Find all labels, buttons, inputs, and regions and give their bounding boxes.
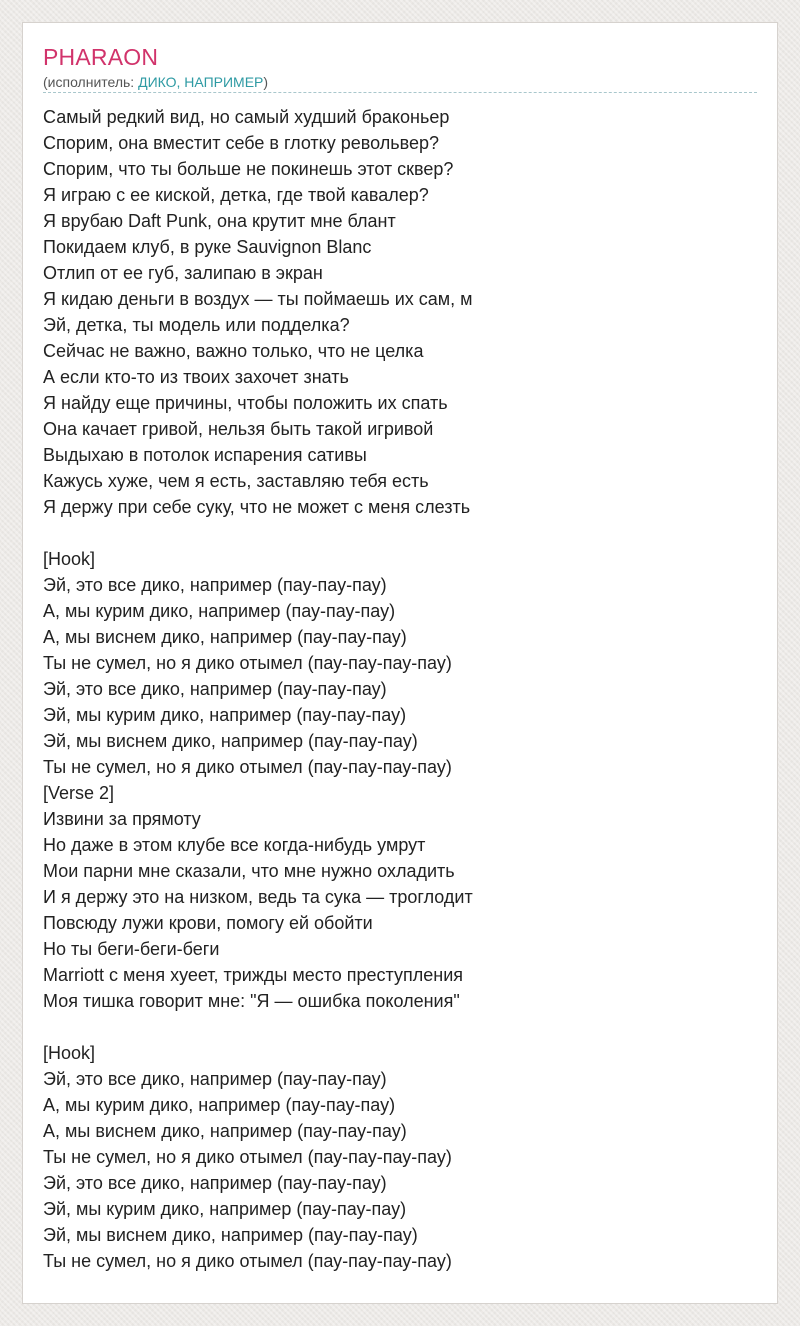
lyric-line: Сейчас не важно, важно только, что не целка (43, 341, 424, 361)
lyric-line: Ты не сумел, но я дико отымел (пау-пау-пау-пау) (43, 1251, 452, 1271)
lyric-line: Я держу при себе суку, что не может с меня слезть (43, 497, 471, 517)
lyric-line: Покидаем клуб, в руке Sauvignon Blanc (43, 237, 372, 257)
lyric-line: А, мы виснем дико, например (пау-пау-пау) (43, 1121, 407, 1141)
lyric-line: Извини за прямоту (43, 809, 201, 829)
lyric-line: Эй, мы виснем дико, например (пау-пау-пау) (43, 1225, 418, 1245)
lyric-line: Спорим, что ты больше не покинешь этот сквер? (43, 159, 454, 179)
lyric-line: Эй, это все дико, например (пау-пау-пау) (43, 1069, 387, 1089)
lyric-line: А, мы курим дико, например (пау-пау-пау) (43, 1095, 396, 1115)
lyric-line: Ты не сумел, но я дико отымел (пау-пау-пау-пау) (43, 757, 452, 777)
lyric-line: Эй, мы курим дико, например (пау-пау-пау) (43, 1199, 407, 1219)
lyric-line: А если кто-то из твоих захочет знать (43, 367, 349, 387)
lyric-line: Я кидаю деньги в воздух — ты поймаешь их сам, м (43, 289, 473, 309)
lyric-line: Эй, это все дико, например (пау-пау-пау) (43, 679, 387, 699)
lyric-line: Спорим, она вместит себе в глотку револьвер? (43, 133, 440, 153)
lyric-line: Я врубаю Daft Punk, она крутит мне блант (43, 211, 396, 231)
lyric-line: Моя тишка говорит мне: "Я — ошибка поколения" (43, 991, 460, 1011)
section-label: [Verse 2] (43, 783, 115, 803)
lyric-line: Ты не сумел, но я дико отымел (пау-пау-пау-пау) (43, 653, 452, 673)
lyric-line: Повсюду лужи крови, помогу ей обойти (43, 913, 373, 933)
lyric-line: Я играю с ее киской, детка, где твой кавалер? (43, 185, 429, 205)
song-title: PHARAON (43, 44, 159, 70)
artist-link[interactable]: ДИКО, НАПРИМЕР (138, 74, 264, 90)
lyric-line: Самый редкий вид, но самый худший браконьер (43, 107, 450, 127)
lyric-line: Я найду еще причины, чтобы положить их спать (43, 393, 448, 413)
lyric-line: Кажусь хуже, чем я есть, заставляю тебя есть (43, 471, 429, 491)
lyric-line: Эй, детка, ты модель или подделка? (43, 315, 350, 335)
lyrics-body (43, 104, 759, 1274)
lyric-line: А, мы курим дико, например (пау-пау-пау) (43, 601, 396, 621)
lyric-line: Мои парни мне сказали, что мне нужно охладить (43, 861, 455, 881)
stanza-break (43, 520, 759, 546)
lyric-line: Но даже в этом клубе все когда-нибудь умрут (43, 835, 426, 855)
lyrics-card (22, 22, 778, 1304)
lyric-line: Но ты беги-беги-беги (43, 939, 220, 959)
lyric-line: Она качает гривой, нельзя быть такой игривой (43, 419, 434, 439)
lyric-line: Эй, это все дико, например (пау-пау-пау) (43, 1173, 387, 1193)
lyric-line: Эй, мы виснем дико, например (пау-пау-пау) (43, 731, 418, 751)
lyric-line: Эй, мы курим дико, например (пау-пау-пау) (43, 705, 407, 725)
lyric-line: А, мы виснем дико, например (пау-пау-пау) (43, 627, 407, 647)
artist-prefix: (исполнитель: (43, 74, 139, 90)
artist-suffix: ) (263, 74, 269, 90)
lyric-line: Marriott с меня хуеет, трижды место преступления (43, 965, 464, 985)
stanza-break (43, 1014, 759, 1040)
lyric-line: Выдыхаю в потолок испарения сативы (43, 445, 367, 465)
lyric-line: Эй, это все дико, например (пау-пау-пау) (43, 575, 387, 595)
lyric-line: И я держу это на низком, ведь та сука — троглодит (43, 887, 473, 907)
section-label: [Hook] (43, 549, 96, 569)
artist-line (43, 74, 757, 93)
lyric-line: Отлип от ее губ, залипаю в экран (43, 263, 323, 283)
section-label: [Hook] (43, 1043, 96, 1063)
lyric-line: Ты не сумел, но я дико отымел (пау-пау-пау-пау) (43, 1147, 452, 1167)
